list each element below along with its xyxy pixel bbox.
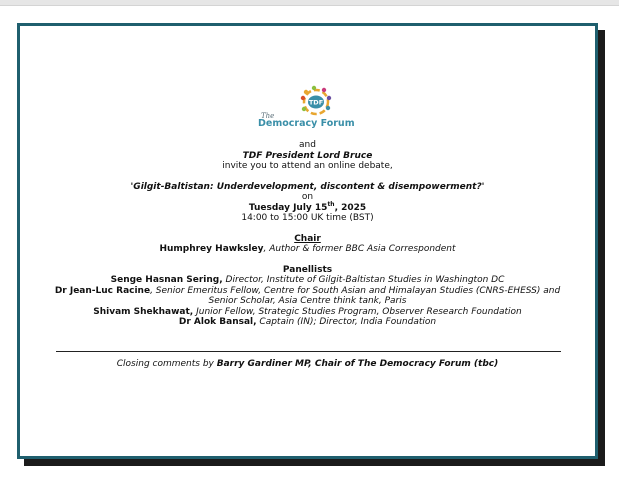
panellist-entry: [20, 286, 595, 307]
closing-prefix: Closing comments by: [116, 359, 217, 369]
panellist-role: Junior Fellow, Strategic Studies Program, Observer Research Foundation: [193, 306, 522, 317]
chair-entry: [20, 244, 595, 255]
host-name: TDF President Lord Bruce: [242, 150, 373, 161]
invite-line: invite you to attend an online debate,: [222, 161, 393, 171]
divider-line: [56, 351, 561, 352]
logo-badge-text: TDF: [308, 98, 324, 107]
panellist-role: Captain (IN); Director, India Foundation: [256, 317, 437, 327]
panellists-heading: Panellists: [282, 264, 333, 275]
panellist-role: , Senior Emeritus Fellow, Centre for South Asian and Himalayan Studies (CNRS-EHESS) and Senior Scholar, Asia Centre think tank, Paris: [150, 285, 561, 306]
closing-speaker: Barry Gardiner MP, Chair of The Democracy Forum (tbc): [216, 359, 499, 369]
chair-heading: Chair: [294, 233, 321, 244]
debate-date: [20, 200, 595, 214]
invitation-card: [17, 23, 598, 459]
debate-time: 14:00 to 15:00 UK time (BST): [241, 213, 374, 223]
date-main: Tuesday July 15: [248, 202, 328, 213]
panellist-name: Dr Alok Bansal,: [178, 317, 257, 327]
logo-title: Democracy Forum: [258, 118, 355, 129]
chair-name: Humphrey Hawksley: [159, 244, 264, 254]
panellist-name: Shivam Shekhawat,: [93, 306, 194, 317]
panellist-entry: [20, 307, 595, 318]
date-year: , 2025: [334, 202, 367, 213]
panellist-name: Senge Hasnan Sering,: [110, 275, 223, 285]
panellist-entry: [20, 317, 595, 328]
browser-top-strip: [0, 0, 619, 6]
on-text: on: [301, 192, 314, 202]
closing-comments: [20, 359, 595, 370]
debate-topic: 'Gilgit-Baltistan: Underdevelopment, discontent & disempowerment?': [130, 181, 485, 192]
invitation-body: [20, 140, 595, 328]
logo-the-label: The: [261, 112, 275, 120]
tdf-logo: [258, 84, 358, 136]
panellist-role: Director, Institute of Gilgit-Baltistan Studies in Washington DC: [222, 275, 505, 285]
panellist-name: Dr Jean-Luc Racine: [54, 285, 151, 296]
panellist-entry: [20, 275, 595, 286]
chair-role: , Author & former BBC Asia Correspondent: [263, 244, 456, 254]
and-text: and: [299, 140, 316, 150]
closing-line: [20, 359, 595, 370]
date-suffix: th: [327, 200, 335, 208]
